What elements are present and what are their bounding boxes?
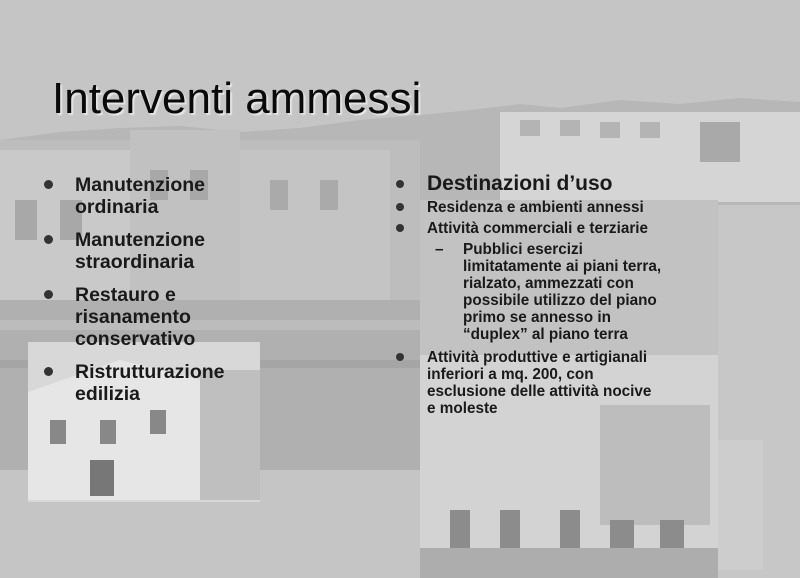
left-bullet-item — [40, 229, 268, 273]
bullet-icon — [396, 180, 404, 188]
right-heading-item — [392, 172, 662, 196]
bullet-icon — [44, 367, 53, 376]
bullet-icon — [44, 290, 53, 299]
dash-icon: – — [435, 241, 444, 258]
left-bullet-item — [40, 361, 268, 405]
bullet-icon — [396, 224, 404, 232]
right-bullet-item — [392, 220, 662, 237]
left-bullet-text: Manutenzione straordinaria — [75, 229, 205, 273]
right-bullet-list — [392, 172, 662, 421]
right-bullet-text: Attività commerciali e terziarie — [427, 220, 649, 237]
bullet-icon — [44, 235, 53, 244]
left-bullet-text: Restauro e risanamento conservativo — [75, 284, 196, 350]
right-bullet-item — [392, 349, 662, 417]
right-bullet-text: Residenza e ambienti annessi — [427, 199, 644, 216]
right-bullet-text: Attività produttive e artigianali inferiori a mq. 200, con esclusione delle attività nocive e moleste — [427, 349, 652, 417]
right-heading-text: Destinazioni d’uso — [427, 172, 613, 195]
left-bullet-item — [40, 174, 268, 218]
left-bullet-list — [40, 174, 268, 416]
bullet-icon — [44, 180, 53, 189]
bullet-icon — [396, 203, 404, 211]
left-bullet-item — [40, 284, 268, 350]
left-bullet-text: Ristrutturazione edilizia — [75, 361, 225, 405]
slide-title: Interventi ammessi — [52, 74, 422, 123]
right-sub-bullet-text: Pubblici esercizi limitatamente ai piani terra, rialzato, ammezzati con possibile utilizzo del piano primo se annesso in “duplex” al piano terra — [463, 241, 662, 343]
left-bullet-text: Manutenzione ordinaria — [75, 174, 205, 218]
right-bullet-item — [392, 199, 662, 216]
right-sub-bullet-item — [392, 241, 662, 343]
bullet-icon — [396, 353, 404, 361]
